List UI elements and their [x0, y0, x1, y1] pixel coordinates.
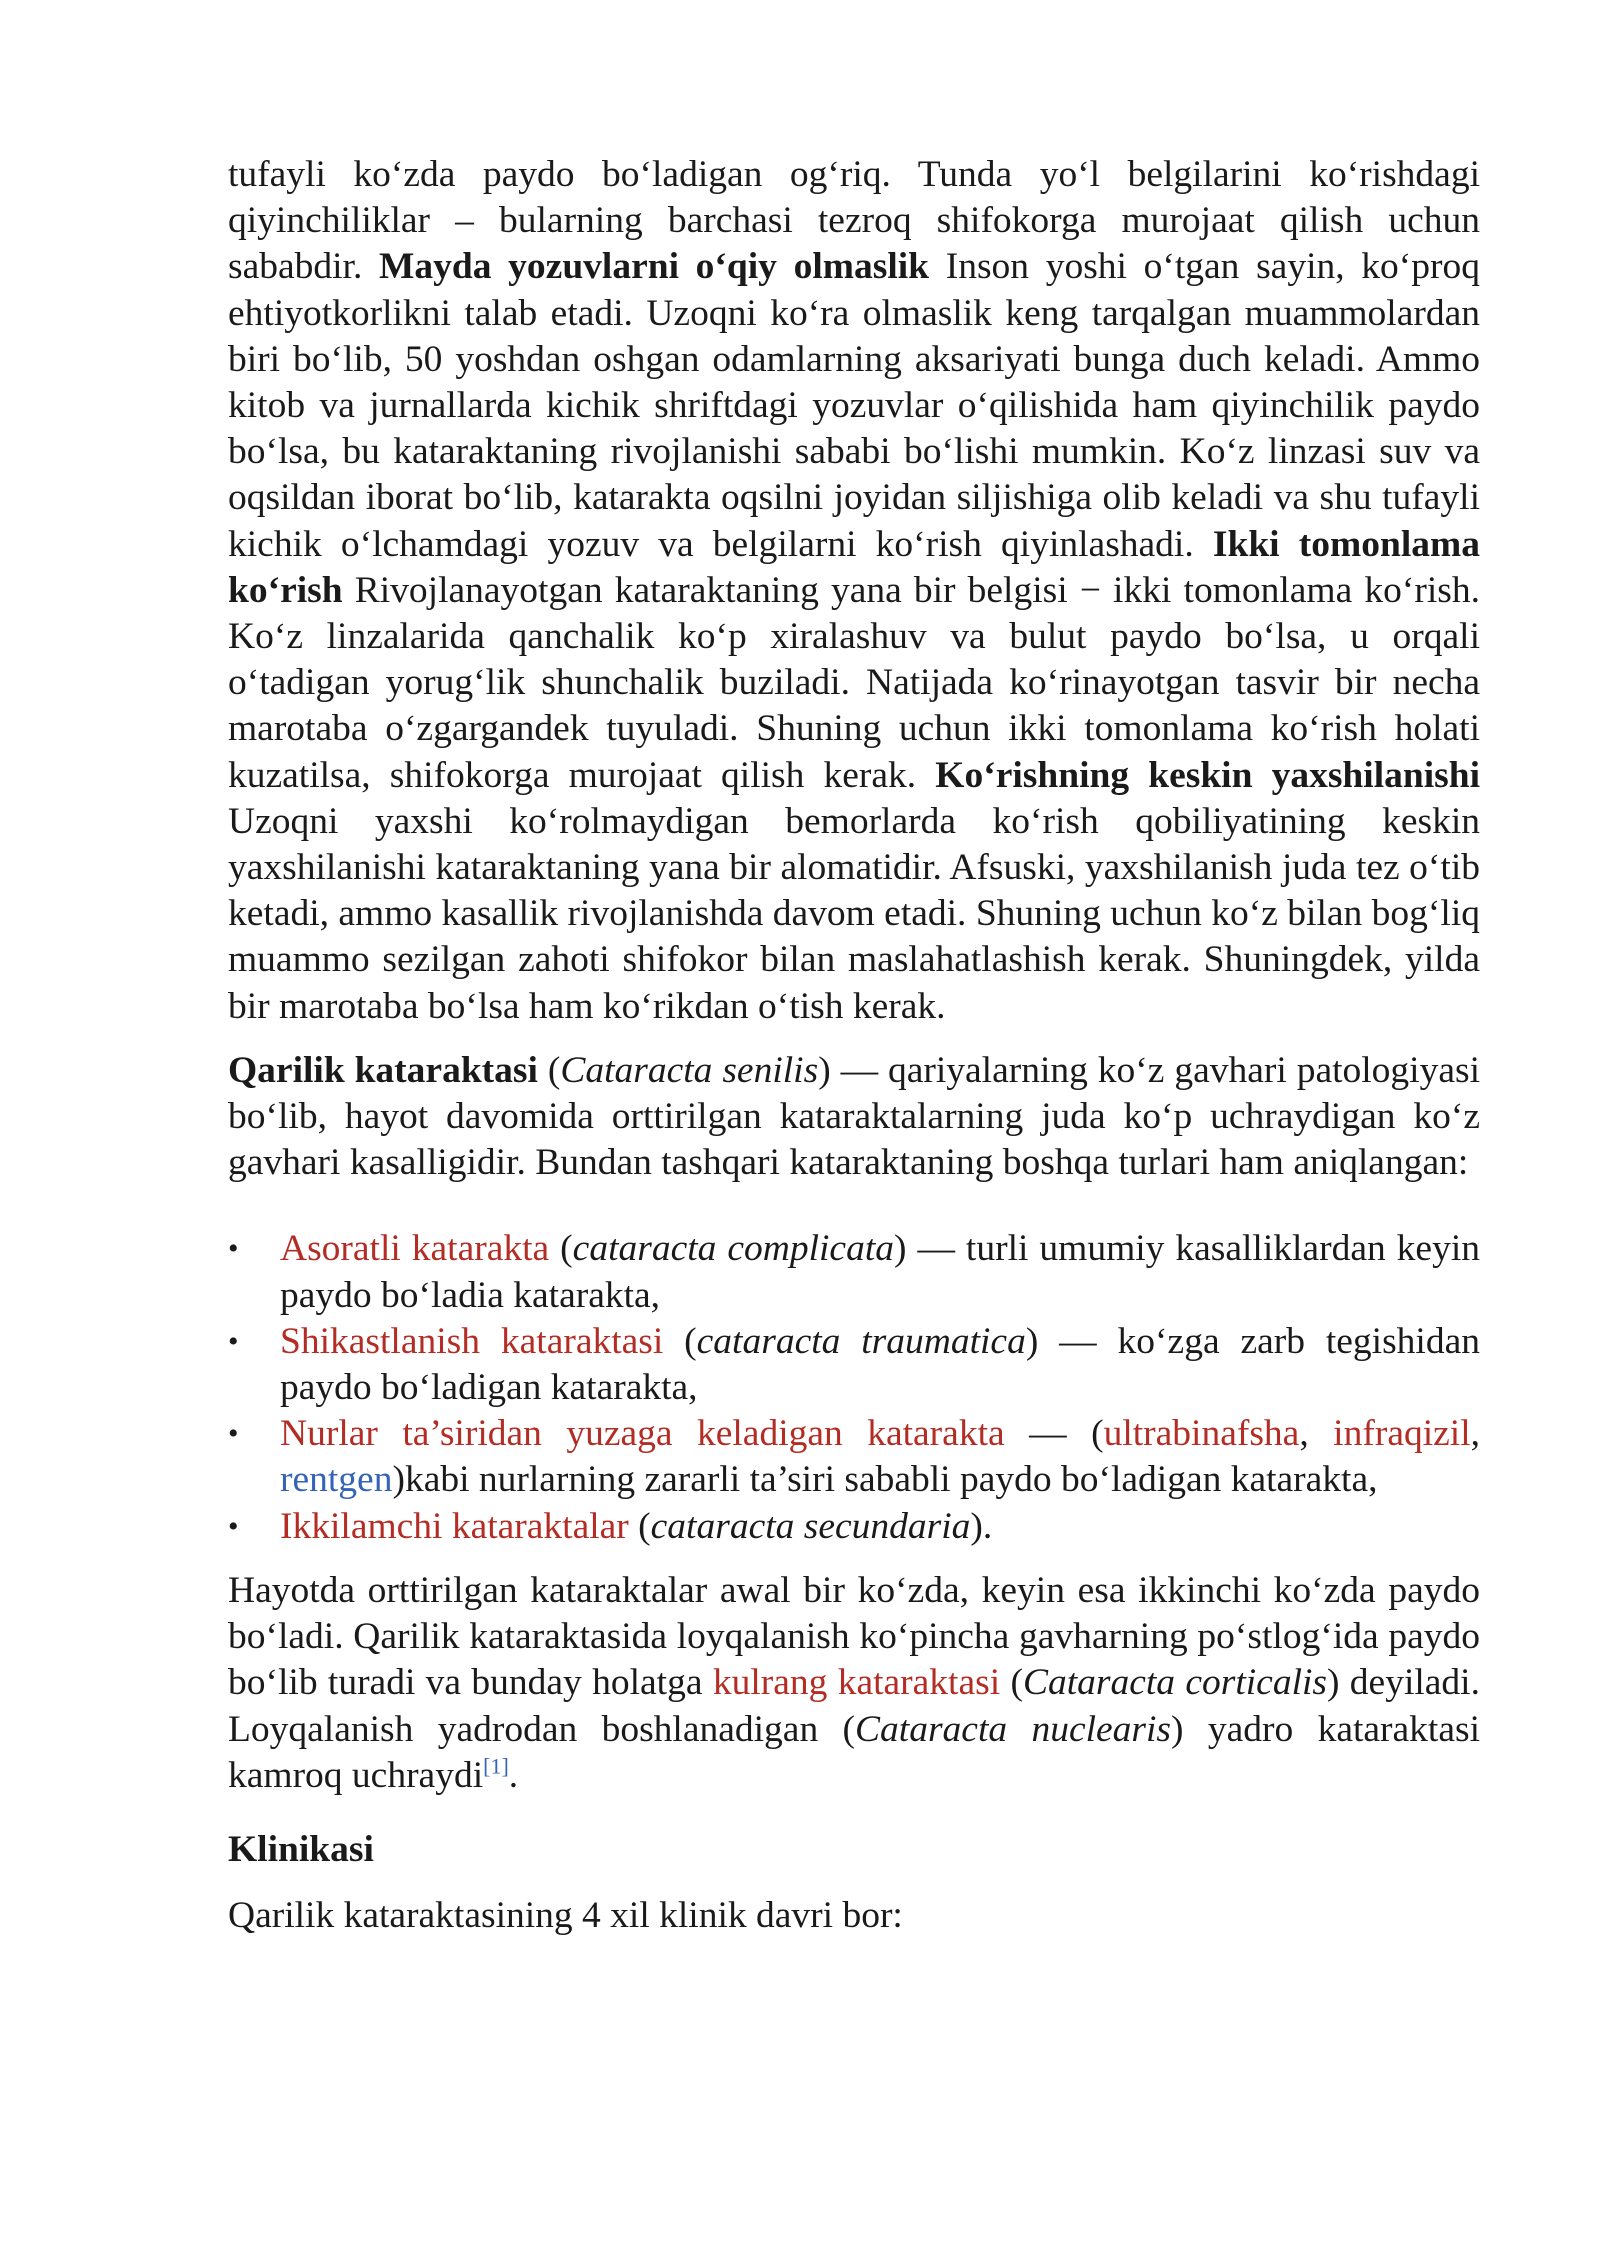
link-x-ray[interactable]: rentgen	[280, 1459, 393, 1501]
text-run: (	[537, 1049, 561, 1091]
subheading-double-vision: Ikki tomonlama ko‘rish	[228, 523, 1480, 611]
text-run: ) — turli umumiy kasalliklardan keyin paydo bo‘ladia katarakta,	[280, 1228, 1480, 1316]
subheading-sudden-improvement: Ko‘rishning keskin yaxshilanishi	[935, 754, 1481, 796]
section-heading-clinical: Klinikasi	[228, 1828, 374, 1870]
text-run: ).	[970, 1505, 993, 1547]
document-body	[228, 152, 1480, 1939]
list-item	[228, 1226, 1480, 1318]
latin-term: Cataracta nuclearis	[855, 1708, 1172, 1750]
list-item	[228, 1504, 1480, 1550]
text-run: ) yadro kataraktasi kamroq uchraydi	[228, 1708, 1480, 1796]
latin-term: cataracta traumatica	[696, 1320, 1026, 1362]
text-run: ) — qariyalarning ko‘z gavhari patologiyasi bo‘lib, hayot davomida orttirilgan kataraktalarning juda ko‘p uchraydigan ko‘z gavhari kasalligidir. Bundan tashqari kataraktaning boshqa turlari ham aniqlangan:	[228, 1049, 1480, 1184]
text-run: (	[628, 1505, 651, 1547]
text-run: ) deyiladi. Loyqalanish yadrodan boshlanadigan (	[228, 1662, 1480, 1750]
symptoms-paragraph	[228, 152, 1480, 1030]
text-run: (	[549, 1228, 573, 1270]
text-run: Hayotda orttirilgan kataraktalar awal bir ko‘zda, keyin esa ikkinchi ko‘zda paydo bo‘ladi. Qarilik kataraktasida loyqalanish ko‘pincha gavharning po‘stlog‘ida paydo bo‘lib turadi va bunday holatga	[228, 1569, 1480, 1704]
term-senile-cataract: Qarilik kataraktasi	[228, 1049, 538, 1091]
cataract-types-list	[228, 1226, 1480, 1549]
link-traumatic-cataract[interactable]: Shikastlanish kataraktasi	[280, 1320, 664, 1362]
text-run: Uzoqni yaxshi ko‘rolmaydigan bemorlarda ko‘rish qobiliyatining keskin yaxshilanishi kataraktaning yana bir alomatidir. Afsuski, yaxshilanish juda tez o‘tib ketadi, ammo kasallik rivojlanishda davom etadi. Shuning uchun ko‘z bilan bog‘liq muammo sezilgan zahoti shifokor bilan maslahatlashish kerak. Shuningdek, yilda bir marotaba bo‘lsa ham ko‘rikdan o‘tish kerak.	[228, 800, 1480, 1027]
text-run: tufayli ko‘zda paydo bo‘ladigan og‘riq. Tunda yo‘l belgilarini ko‘rishdagi qiyinchiliklar – bularning barchasi tezroq shifokorga murojaat qilish uchun sababdir.	[228, 154, 1480, 288]
link-grey-cataract[interactable]: kulrang kataraktasi	[712, 1662, 1001, 1704]
text-run: Inson yoshi o‘tgan sayin, ko‘proq ehtiyotkorlikni talab etadi. Uzoqni ko‘ra olmaslik keng tarqalgan muammolardan biri bo‘lib, 50 yoshdan oshgan odamlarning aksariyati bunga duch keladi. Ammo kitob va jurnallarda kichik shriftdagi yozuvlar o‘qilishida ham qiyinchilik paydo bo‘lsa, bu kataraktaning rivojlanishi sababi bo‘lishi mumkin. Ko‘z linzasi suv va oqsildan iborat bo‘lib, katarakta oqsilni joyidan siljishiga olib keladi va shu tufayli kichik o‘lchamdagi yozuv va belgilarni ko‘rish qiyinlashadi.	[228, 246, 1480, 565]
latin-term: Cataracta corticalis	[1022, 1662, 1327, 1704]
link-secondary-cataracts[interactable]: Ikkilamchi kataraktalar	[280, 1505, 629, 1547]
text-run: (	[1000, 1662, 1023, 1704]
text-run: ,	[1299, 1413, 1334, 1455]
link-complicated-cataract[interactable]: Asoratli katarakta	[280, 1228, 550, 1270]
subheading-small-print: Mayda yozuvlarni o‘qiy olmaslik	[379, 246, 930, 288]
latin-term: cataracta secundaria	[650, 1505, 971, 1547]
list-item	[228, 1319, 1480, 1411]
link-ultraviolet[interactable]: ultrabinafsha	[1103, 1413, 1300, 1455]
latin-term: cataracta complicata	[572, 1228, 894, 1270]
link-infrared[interactable]: infraqizil	[1333, 1413, 1471, 1455]
text-run: ,	[1470, 1413, 1480, 1455]
latin-term: Cataracta senilis	[560, 1049, 819, 1091]
link-radiation-cataract[interactable]: Nurlar ta’siridan yuzaga keladigan katarakta	[280, 1413, 1005, 1455]
acquired-cataracts-paragraph	[228, 1568, 1480, 1799]
text-run: ) — ko‘zga zarb tegishidan paydo bo‘ladigan katarakta,	[280, 1320, 1480, 1409]
reference-link[interactable]: [1]	[483, 1753, 509, 1779]
clinical-stages-paragraph: Qarilik kataraktasining 4 xil klinik davri bor:	[228, 1895, 903, 1937]
senile-cataract-paragraph	[228, 1048, 1480, 1187]
text-run: .	[508, 1754, 519, 1796]
text-run: Rivojlanayotgan kataraktaning yana bir belgisi − ikki tomonlama ko‘rish. Ko‘z linzalarida qanchalik ko‘p xiralashuv va bulut paydo bo‘lsa, u orqali o‘tadigan yorug‘lik shunchalik buziladi. Natijada ko‘rinayotgan tasvir bir necha marotaba o‘zgargandek tuyuladi. Shuning uchun ikki tomonlama ko‘rish holati kuzatilsa, shifokorga murojaat qilish kerak.	[228, 569, 1480, 796]
list-item	[228, 1411, 1480, 1503]
text-run: (	[663, 1320, 697, 1362]
text-run: )kabi nurlarning zararli ta’siri sababli paydo bo‘ladigan katarakta,	[392, 1459, 1378, 1501]
text-run: — (	[1004, 1413, 1104, 1455]
